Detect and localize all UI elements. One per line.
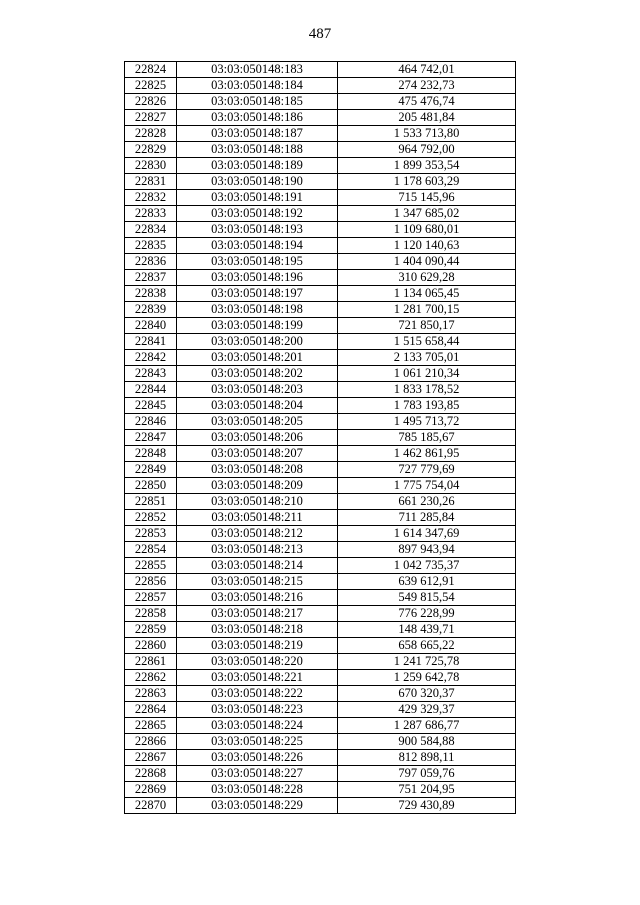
table-row	[125, 398, 516, 414]
table-row	[125, 350, 516, 366]
table-row	[125, 110, 516, 126]
row-number-cell: 22852	[125, 510, 177, 526]
cadastral-number-cell: 03:03:050148:201	[177, 350, 338, 366]
cadastral-number-cell: 03:03:050148:218	[177, 622, 338, 638]
cadastral-number-cell: 03:03:050148:220	[177, 654, 338, 670]
row-number-cell: 22834	[125, 222, 177, 238]
table-row	[125, 702, 516, 718]
row-number-cell: 22838	[125, 286, 177, 302]
row-number-cell: 22825	[125, 78, 177, 94]
row-number-cell: 22864	[125, 702, 177, 718]
cadastral-number-cell: 03:03:050148:210	[177, 494, 338, 510]
table-row	[125, 334, 516, 350]
cadastral-value-table	[124, 61, 516, 814]
cadastral-number-cell: 03:03:050148:222	[177, 686, 338, 702]
cadastral-number-cell: 03:03:050148:183	[177, 62, 338, 78]
cadastral-value-cell: 464 742,01	[338, 62, 516, 78]
table-row	[125, 622, 516, 638]
cadastral-value-cell: 1 515 658,44	[338, 334, 516, 350]
table-row	[125, 270, 516, 286]
cadastral-number-cell: 03:03:050148:203	[177, 382, 338, 398]
cadastral-value-cell: 751 204,95	[338, 782, 516, 798]
table-row	[125, 94, 516, 110]
row-number-cell: 22853	[125, 526, 177, 542]
row-number-cell: 22837	[125, 270, 177, 286]
cadastral-value-cell: 1 347 685,02	[338, 206, 516, 222]
cadastral-number-cell: 03:03:050148:219	[177, 638, 338, 654]
cadastral-value-cell: 1 178 603,29	[338, 174, 516, 190]
table-row	[125, 318, 516, 334]
row-number-cell: 22843	[125, 366, 177, 382]
cadastral-value-cell: 812 898,11	[338, 750, 516, 766]
row-number-cell: 22835	[125, 238, 177, 254]
cadastral-value-cell: 1 833 178,52	[338, 382, 516, 398]
cadastral-number-cell: 03:03:050148:185	[177, 94, 338, 110]
cadastral-value-cell: 785 185,67	[338, 430, 516, 446]
cadastral-value-cell: 274 232,73	[338, 78, 516, 94]
cadastral-number-cell: 03:03:050148:227	[177, 766, 338, 782]
cadastral-number-cell: 03:03:050148:225	[177, 734, 338, 750]
row-number-cell: 22858	[125, 606, 177, 622]
cadastral-number-cell: 03:03:050148:214	[177, 558, 338, 574]
cadastral-value-cell: 639 612,91	[338, 574, 516, 590]
row-number-cell: 22868	[125, 766, 177, 782]
cadastral-number-cell: 03:03:050148:223	[177, 702, 338, 718]
table-row	[125, 670, 516, 686]
cadastral-value-cell: 1 109 680,01	[338, 222, 516, 238]
cadastral-number-cell: 03:03:050148:189	[177, 158, 338, 174]
cadastral-value-cell: 964 792,00	[338, 142, 516, 158]
cadastral-value-cell: 715 145,96	[338, 190, 516, 206]
row-number-cell: 22859	[125, 622, 177, 638]
table-row	[125, 526, 516, 542]
cadastral-value-cell: 729 430,89	[338, 798, 516, 814]
cadastral-value-cell: 797 059,76	[338, 766, 516, 782]
table-row	[125, 606, 516, 622]
cadastral-value-cell: 1 495 713,72	[338, 414, 516, 430]
table-row	[125, 718, 516, 734]
cadastral-number-cell: 03:03:050148:184	[177, 78, 338, 94]
table-row	[125, 494, 516, 510]
cadastral-number-cell: 03:03:050148:209	[177, 478, 338, 494]
cadastral-value-cell: 1 259 642,78	[338, 670, 516, 686]
cadastral-value-cell: 1 533 713,80	[338, 126, 516, 142]
cadastral-value-cell: 1 134 065,45	[338, 286, 516, 302]
row-number-cell: 22824	[125, 62, 177, 78]
cadastral-number-cell: 03:03:050148:212	[177, 526, 338, 542]
row-number-cell: 22840	[125, 318, 177, 334]
table-row	[125, 142, 516, 158]
cadastral-number-cell: 03:03:050148:199	[177, 318, 338, 334]
table-row	[125, 206, 516, 222]
table-row	[125, 190, 516, 206]
cadastral-number-cell: 03:03:050148:195	[177, 254, 338, 270]
table-row	[125, 222, 516, 238]
row-number-cell: 22863	[125, 686, 177, 702]
row-number-cell: 22850	[125, 478, 177, 494]
cadastral-value-cell: 670 320,37	[338, 686, 516, 702]
table-row	[125, 734, 516, 750]
cadastral-number-cell: 03:03:050148:188	[177, 142, 338, 158]
row-number-cell: 22832	[125, 190, 177, 206]
table-row	[125, 462, 516, 478]
row-number-cell: 22841	[125, 334, 177, 350]
row-number-cell: 22855	[125, 558, 177, 574]
cadastral-value-cell: 1 042 735,37	[338, 558, 516, 574]
cadastral-value-cell: 475 476,74	[338, 94, 516, 110]
cadastral-number-cell: 03:03:050148:191	[177, 190, 338, 206]
row-number-cell: 22829	[125, 142, 177, 158]
row-number-cell: 22836	[125, 254, 177, 270]
cadastral-number-cell: 03:03:050148:204	[177, 398, 338, 414]
row-number-cell: 22870	[125, 798, 177, 814]
cadastral-value-cell: 661 230,26	[338, 494, 516, 510]
row-number-cell: 22833	[125, 206, 177, 222]
row-number-cell: 22831	[125, 174, 177, 190]
row-number-cell: 22845	[125, 398, 177, 414]
cadastral-number-cell: 03:03:050148:194	[177, 238, 338, 254]
cadastral-number-cell: 03:03:050148:229	[177, 798, 338, 814]
cadastral-number-cell: 03:03:050148:197	[177, 286, 338, 302]
cadastral-number-cell: 03:03:050148:200	[177, 334, 338, 350]
cadastral-number-cell: 03:03:050148:187	[177, 126, 338, 142]
cadastral-number-cell: 03:03:050148:192	[177, 206, 338, 222]
cadastral-value-cell: 205 481,84	[338, 110, 516, 126]
cadastral-number-cell: 03:03:050148:213	[177, 542, 338, 558]
cadastral-value-cell: 897 943,94	[338, 542, 516, 558]
table-row	[125, 382, 516, 398]
table-row	[125, 254, 516, 270]
cadastral-value-cell: 1 120 140,63	[338, 238, 516, 254]
cadastral-value-cell: 429 329,37	[338, 702, 516, 718]
cadastral-number-cell: 03:03:050148:205	[177, 414, 338, 430]
row-number-cell: 22860	[125, 638, 177, 654]
cadastral-number-cell: 03:03:050148:228	[177, 782, 338, 798]
cadastral-number-cell: 03:03:050148:221	[177, 670, 338, 686]
table-row	[125, 174, 516, 190]
row-number-cell: 22827	[125, 110, 177, 126]
row-number-cell: 22849	[125, 462, 177, 478]
table-row	[125, 414, 516, 430]
row-number-cell: 22854	[125, 542, 177, 558]
table-row	[125, 798, 516, 814]
table-row	[125, 478, 516, 494]
cadastral-number-cell: 03:03:050148:207	[177, 446, 338, 462]
table-row	[125, 302, 516, 318]
table-row	[125, 574, 516, 590]
row-number-cell: 22847	[125, 430, 177, 446]
row-number-cell: 22830	[125, 158, 177, 174]
row-number-cell: 22848	[125, 446, 177, 462]
table-row	[125, 430, 516, 446]
cadastral-number-cell: 03:03:050148:206	[177, 430, 338, 446]
table-row	[125, 638, 516, 654]
cadastral-value-cell: 721 850,17	[338, 318, 516, 334]
cadastral-number-cell: 03:03:050148:186	[177, 110, 338, 126]
cadastral-value-cell: 727 779,69	[338, 462, 516, 478]
row-number-cell: 22856	[125, 574, 177, 590]
cadastral-value-cell: 1 404 090,44	[338, 254, 516, 270]
cadastral-number-cell: 03:03:050148:202	[177, 366, 338, 382]
table-row	[125, 510, 516, 526]
cadastral-value-cell: 711 285,84	[338, 510, 516, 526]
cadastral-value-cell: 2 133 705,01	[338, 350, 516, 366]
table-row	[125, 542, 516, 558]
row-number-cell: 22851	[125, 494, 177, 510]
cadastral-value-cell: 900 584,88	[338, 734, 516, 750]
row-number-cell: 22869	[125, 782, 177, 798]
table-row	[125, 286, 516, 302]
cadastral-value-cell: 658 665,22	[338, 638, 516, 654]
table-row	[125, 238, 516, 254]
cadastral-value-cell: 148 439,71	[338, 622, 516, 638]
table-row	[125, 366, 516, 382]
page-number: 487	[308, 26, 332, 42]
cadastral-number-cell: 03:03:050148:211	[177, 510, 338, 526]
row-number-cell: 22861	[125, 654, 177, 670]
row-number-cell: 22826	[125, 94, 177, 110]
row-number-cell: 22828	[125, 126, 177, 142]
row-number-cell: 22844	[125, 382, 177, 398]
table-row	[125, 654, 516, 670]
cadastral-number-cell: 03:03:050148:190	[177, 174, 338, 190]
cadastral-number-cell: 03:03:050148:215	[177, 574, 338, 590]
row-number-cell: 22865	[125, 718, 177, 734]
row-number-cell: 22839	[125, 302, 177, 318]
cadastral-value-cell: 1 281 700,15	[338, 302, 516, 318]
cadastral-value-cell: 310 629,28	[338, 270, 516, 286]
table-row	[125, 78, 516, 94]
cadastral-value-cell: 1 241 725,78	[338, 654, 516, 670]
table-row	[125, 446, 516, 462]
cadastral-number-cell: 03:03:050148:198	[177, 302, 338, 318]
cadastral-value-cell: 1 287 686,77	[338, 718, 516, 734]
cadastral-number-cell: 03:03:050148:196	[177, 270, 338, 286]
cadastral-number-cell: 03:03:050148:208	[177, 462, 338, 478]
row-number-cell: 22842	[125, 350, 177, 366]
cadastral-number-cell: 03:03:050148:217	[177, 606, 338, 622]
cadastral-value-cell: 1 775 754,04	[338, 478, 516, 494]
row-number-cell: 22866	[125, 734, 177, 750]
table-row	[125, 558, 516, 574]
cadastral-value-cell: 1 614 347,69	[338, 526, 516, 542]
table-row	[125, 686, 516, 702]
cadastral-value-cell: 1 061 210,34	[338, 366, 516, 382]
table-row	[125, 750, 516, 766]
cadastral-value-cell: 776 228,99	[338, 606, 516, 622]
table-body	[125, 62, 516, 814]
table-row	[125, 126, 516, 142]
row-number-cell: 22862	[125, 670, 177, 686]
table-row	[125, 158, 516, 174]
cadastral-value-cell: 1 899 353,54	[338, 158, 516, 174]
table-row	[125, 766, 516, 782]
table-row	[125, 62, 516, 78]
row-number-cell: 22846	[125, 414, 177, 430]
table-row	[125, 590, 516, 606]
cadastral-number-cell: 03:03:050148:193	[177, 222, 338, 238]
cadastral-value-cell: 1 783 193,85	[338, 398, 516, 414]
cadastral-number-cell: 03:03:050148:224	[177, 718, 338, 734]
table-row	[125, 782, 516, 798]
row-number-cell: 22867	[125, 750, 177, 766]
cadastral-number-cell: 03:03:050148:226	[177, 750, 338, 766]
cadastral-number-cell: 03:03:050148:216	[177, 590, 338, 606]
row-number-cell: 22857	[125, 590, 177, 606]
cadastral-value-cell: 1 462 861,95	[338, 446, 516, 462]
cadastral-value-cell: 549 815,54	[338, 590, 516, 606]
